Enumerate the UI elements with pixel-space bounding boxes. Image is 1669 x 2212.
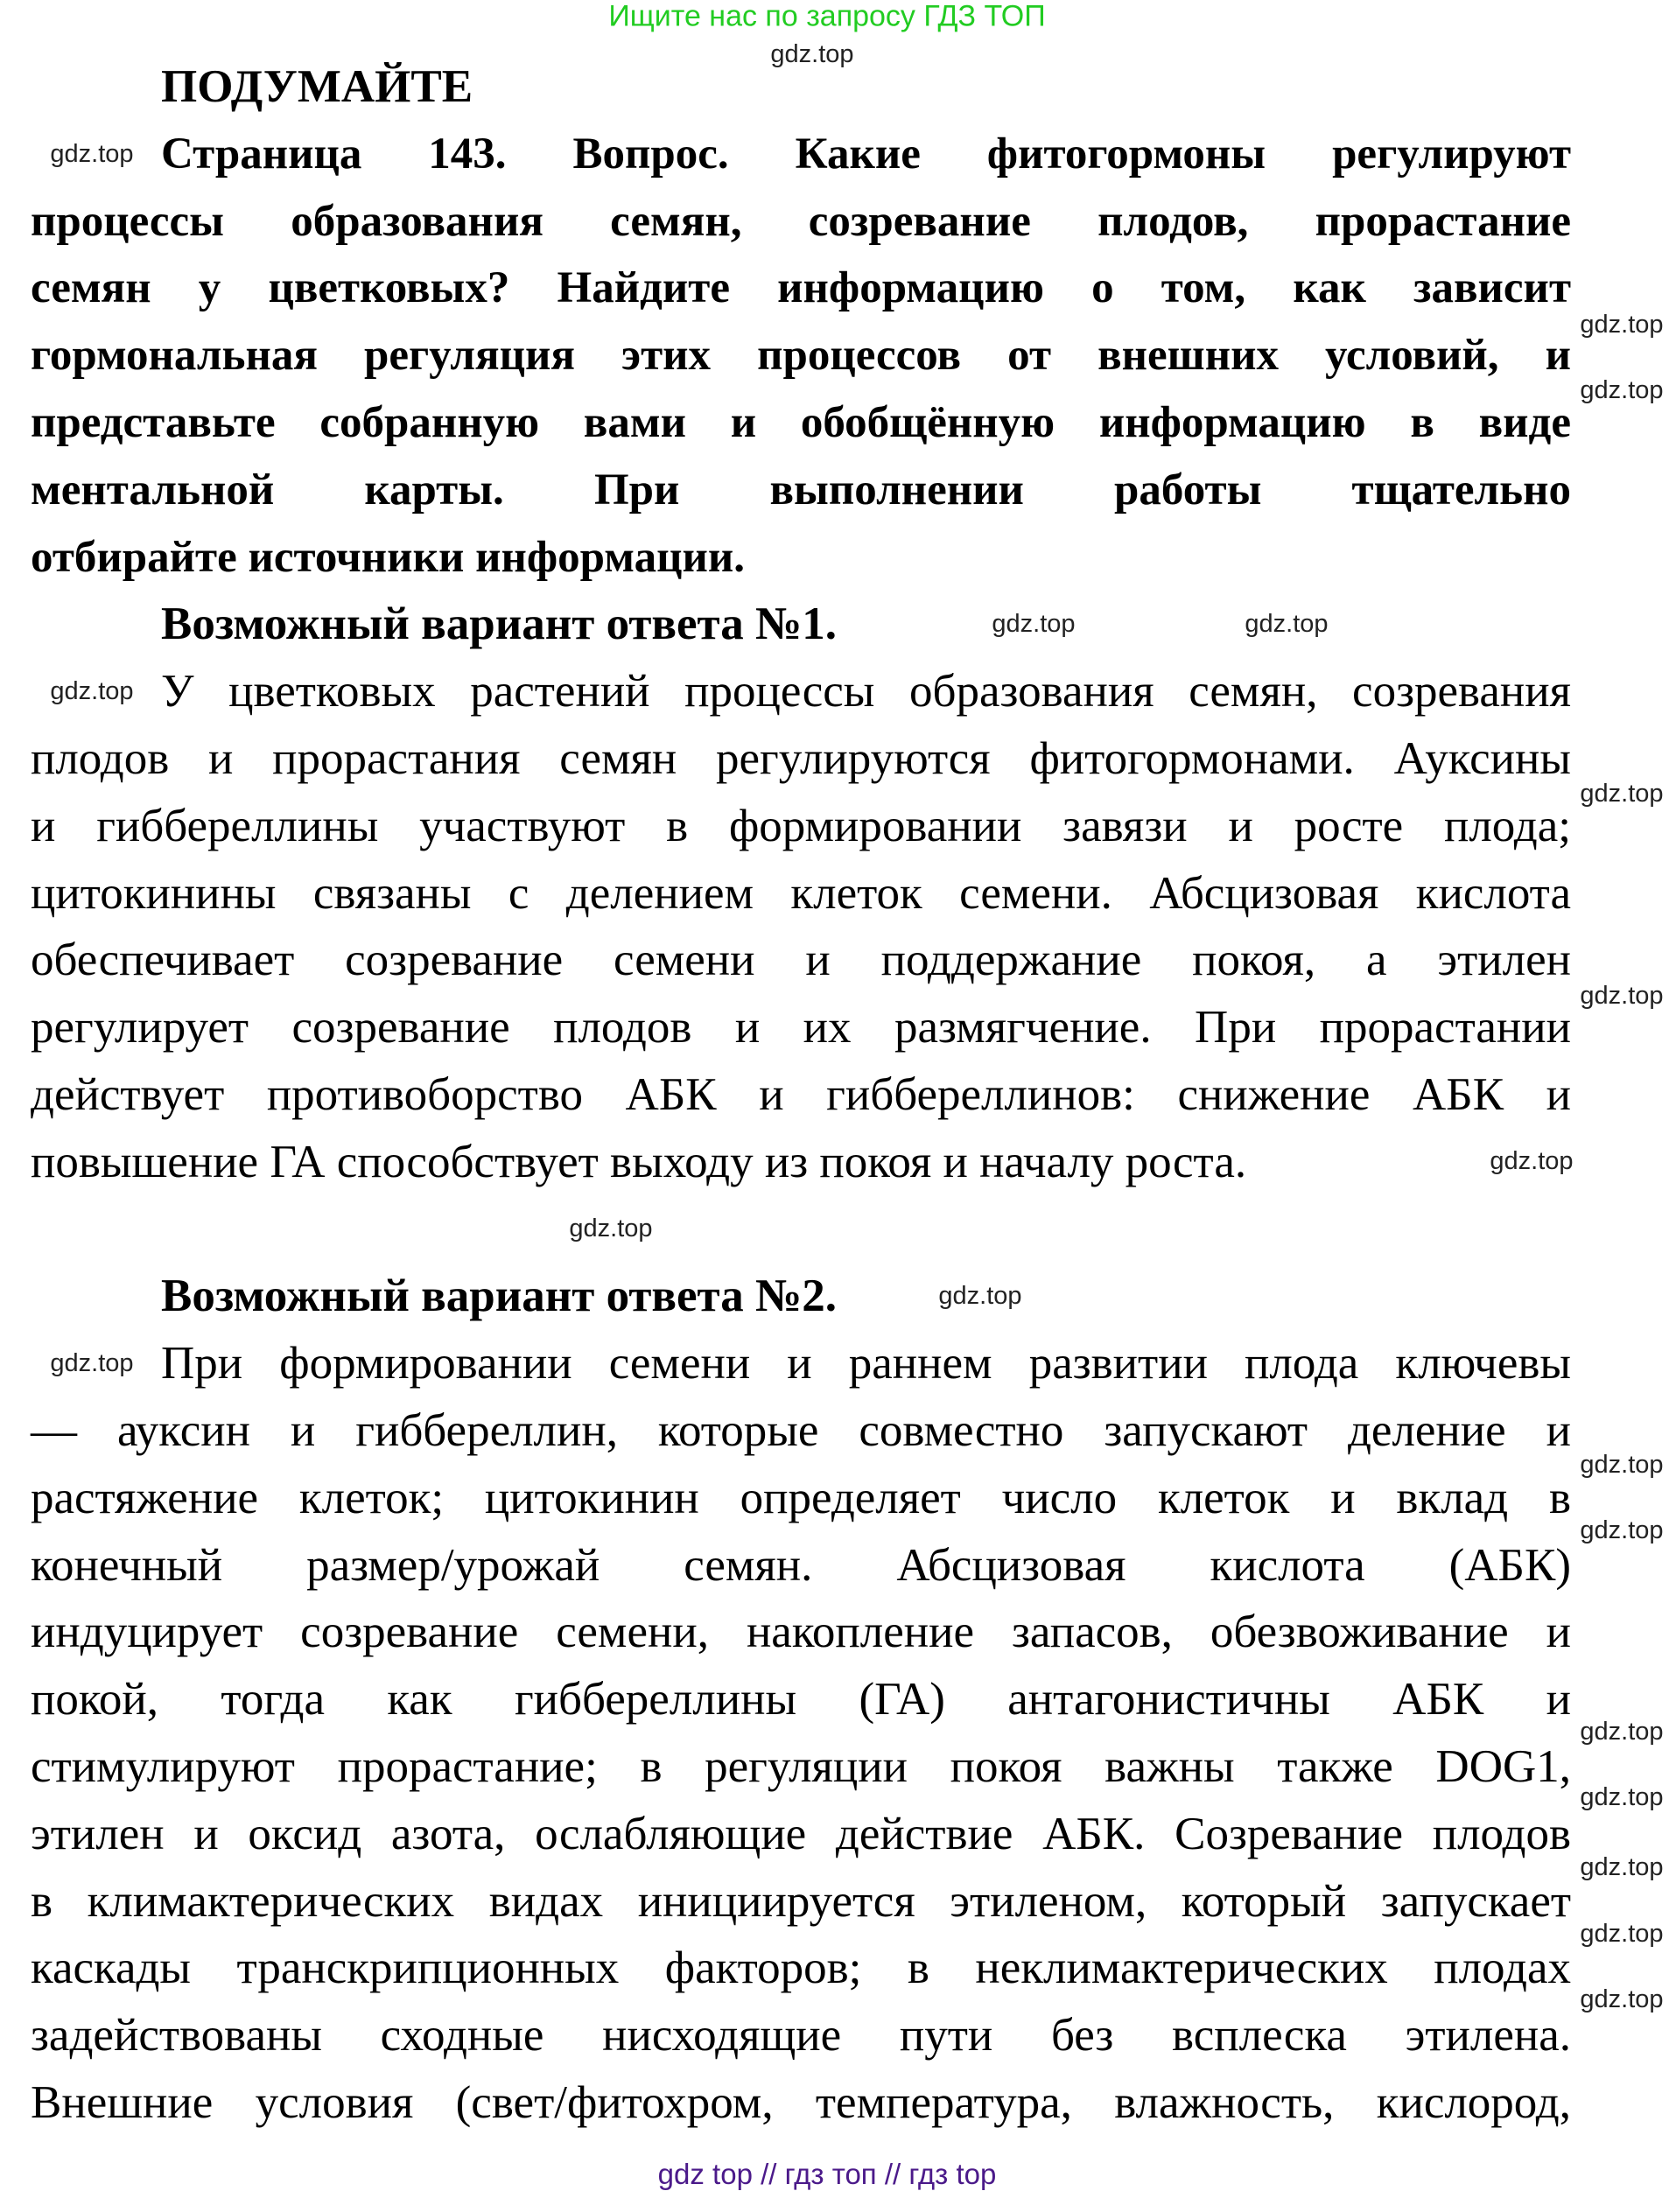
watermark-text: gdz.top [1580,1718,1664,1746]
spacer [31,1196,1571,1264]
question-line: Страница 143. Вопрос. Какие фитогормоны регулируют [161,129,1571,178]
answer-2-line: растяжение клеток; цитокинин определяет число клеток и вклад в [31,1472,1571,1523]
watermark-text: gdz.top [770,40,854,68]
answer-2-line: этилен и оксид азота, ослабляющие действие АБК. Созревание плодов [31,1808,1571,1859]
footer-link[interactable]: gdz top // гдз топ // гдз top [657,2158,997,2190]
watermark-text: gdz.top [1580,311,1664,339]
answer-2-line: Внешние условия (свет/фитохром, температура, влажность, кислород, [31,2076,1571,2128]
watermark-text: gdz.top [1245,610,1329,638]
answer-2-line: в климактерических видах инициируется этиленом, который запускает [31,1875,1571,1927]
question-line: представьте собранную вами и обобщённую информацию в виде [31,397,1571,447]
answer-1-heading: Возможный вариант ответа №1. [161,598,837,650]
question-line: гормональная регуляция этих процессов от внешних условий, и [31,331,1571,381]
watermark-text: gdz.top [50,140,134,168]
answer-2-line: — ауксин и гиббереллин, которые совместно запускают деление и [31,1404,1571,1456]
watermark-text: gdz.top [1580,1853,1664,1881]
watermark-text: gdz.top [992,610,1076,638]
answer-1-line: цитокинины связаны с делением клеток семени. Абсцизовая кислота [31,867,1571,919]
watermark-text: gdz.top [938,1282,1022,1310]
watermark-text: gdz.top [1580,1451,1664,1479]
question-line: процессы образования семян, созревание плодов, прорастание [31,196,1571,246]
answer-1-line: У цветковых растений процессы образования семян, созревания [161,666,1571,718]
answer-1-line: обеспечивает созревание семени и поддержание покоя, а этилен [31,934,1571,986]
answer-2-heading: Возможный вариант ответа №2. [161,1270,837,1322]
answer-1-line: действует противоборство АБК и гиббереллинов: снижение АБК и [31,1068,1571,1120]
answer-2-line: стимулируют прорастание; в регуляции покоя важны также DOG1, [31,1740,1571,1792]
answer-2-line: При формировании семени и раннем развитии плода ключевы [161,1338,1571,1390]
watermark-text: gdz.top [1580,780,1664,808]
question-line: ментальной карты. При выполнении работы тщательно [31,465,1571,514]
answer-2-line: индуцирует созревание семени, накопление запасов, обезвоживание и [31,1606,1571,1658]
answer-1-line: повышение ГА способствует выходу из покоя и началу роста. [31,1136,1247,1187]
answer-2-line: каскады транскрипционных факторов; в неклимактерических плодах [31,1942,1571,1994]
watermark-text: gdz.top [1490,1147,1574,1175]
question-line: отбирайте источники информации. [31,532,746,582]
watermark-text: gdz.top [1580,982,1664,1010]
watermark-text: gdz.top [1580,1783,1664,1811]
watermark-text: gdz.top [1580,376,1664,404]
answer-1-line: плодов и прорастания семян регулируются фитогормонами. Ауксины [31,732,1571,784]
document-body [31,53,1574,2137]
watermark-text: gdz.top [569,1214,653,1242]
answer-1-line: регулирует созревание плодов и их размягчение. При прорастании [31,1002,1571,1054]
watermark-text: gdz.top [1580,1985,1664,2013]
answer-2-line: конечный размер/урожай семян. Абсцизовая кислота (АБК) [31,1539,1571,1591]
section-title: ПОДУМАЙТЕ [161,61,473,112]
promo-link[interactable]: Ищите нас по запросу ГДЗ ТОП [608,0,1046,33]
answer-2-line: задействованы сходные нисходящие пути без всплеска этилена. [31,2010,1571,2062]
answer-2-line: покой, тогда как гиббереллины (ГА) антагонистичны АБК и [31,1674,1571,1726]
answer-1-line: и гиббереллины участвуют в формировании завязи и росте плода; [31,800,1571,851]
watermark-text: gdz.top [50,677,134,705]
watermark-text: gdz.top [1580,1920,1664,1948]
question-line: семян у цветковых? Найдите информацию о том, как зависит [31,263,1571,313]
watermark-text: gdz.top [50,1349,134,1377]
watermark-text: gdz.top [1580,1516,1664,1544]
